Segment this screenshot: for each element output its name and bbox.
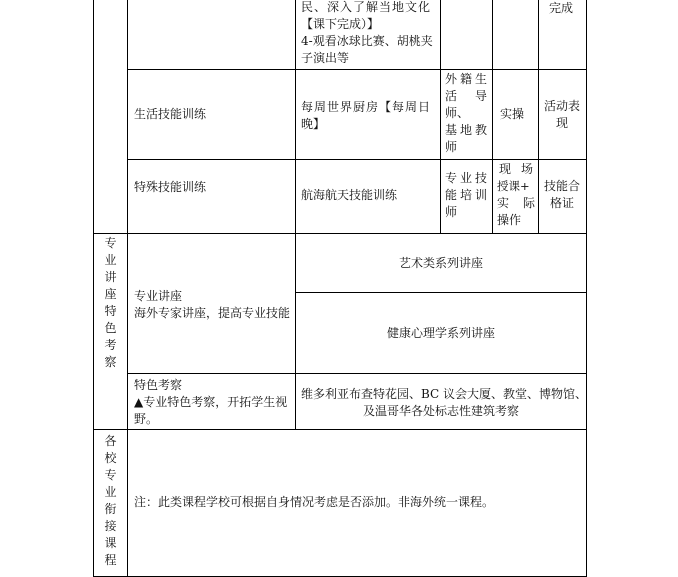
life-skills-teacher-1: 外籍生	[445, 72, 487, 86]
special-skills-teacher-1: 专业技	[445, 171, 487, 185]
grid-line	[538, 0, 539, 233]
activities-line-4: 子演出等	[301, 51, 350, 65]
grid-line	[295, 0, 296, 233]
special-skills-name: 特殊技能训练	[134, 180, 207, 194]
special-skills-assessment-1: 技能合	[544, 179, 581, 193]
life-skills-teacher-3: 师、	[445, 106, 470, 120]
grid-line	[127, 159, 587, 160]
lecture-series-health: 健康心理学系列讲座	[386, 326, 495, 340]
life-skills-teacher-5: 师	[445, 140, 458, 154]
special-skills-content: 航海航天技能训练	[301, 188, 398, 202]
section-label-char: 接	[104, 519, 117, 533]
section-label-char: 专	[104, 236, 117, 250]
grid-line	[295, 292, 587, 293]
life-skills-assessment-2: 现	[556, 116, 569, 130]
life-skills-content-2: 晚】	[301, 117, 326, 131]
section-label-char: 衔	[104, 502, 117, 516]
lectures-title: 专业讲座	[134, 289, 183, 303]
section-label-char: 座	[104, 287, 117, 301]
section-label-char: 各	[104, 434, 117, 448]
section-label-char: 程	[104, 553, 117, 567]
section-label-char: 考	[104, 338, 117, 352]
grid-line	[440, 0, 441, 233]
grid-line	[127, 373, 587, 374]
bridge-note: 注：此类课程学校可根据自身情况考虑是否添加。非海外统一课程。	[134, 495, 495, 509]
study-tour-content-1: 维多利亚布查特花园、BC 议会大厦、教堂、博物馆、	[301, 387, 588, 401]
special-skills-teacher-2: 能培训	[445, 188, 487, 202]
activities-line-2: 【课下完成）】	[301, 17, 380, 31]
special-skills-assessment-2: 格证	[550, 196, 575, 210]
life-skills-method: 实操	[500, 107, 525, 121]
special-skills-method-1: 现场	[499, 162, 533, 176]
section-label-char: 察	[104, 355, 117, 369]
section-label-char: 特	[104, 304, 117, 318]
life-skills-teacher-4: 基地教	[445, 123, 487, 137]
grid-line	[93, 233, 587, 234]
section-label-char: 色	[104, 321, 117, 335]
study-tour-content-2: 及温哥华各处标志性建筑考察	[362, 404, 519, 418]
grid-line	[127, 69, 587, 70]
lectures-description: 海外专家讲座，提高专业技能	[134, 306, 291, 320]
section-label-char: 专	[104, 468, 117, 482]
activities-line-1: 民、深入了解当地文化	[301, 0, 432, 14]
grid-line	[127, 0, 128, 577]
life-skills-assessment-1: 活动表	[544, 99, 581, 113]
grid-line	[586, 0, 587, 577]
special-skills-method-4: 操作	[497, 213, 522, 227]
study-tour-description-2: 野。	[134, 412, 159, 426]
study-tour-description-1: ▲专业特色考察，开拓学生视	[134, 395, 288, 409]
special-skills-method-3: 实际	[497, 196, 535, 210]
grid-line	[492, 0, 493, 233]
activities-assessment: 完成	[549, 1, 574, 15]
section-label-char: 课	[104, 536, 117, 550]
life-skills-name: 生活技能训练	[134, 107, 207, 121]
study-tour-title: 特色考察	[134, 378, 183, 392]
life-skills-content-1: 每周世界厨房【每周日	[301, 100, 432, 114]
special-skills-method-2: 授课+	[497, 179, 530, 193]
activities-line-3: 4-观看冰球比赛、胡桃夹	[301, 34, 433, 48]
life-skills-teacher-2: 活导	[445, 89, 487, 103]
lecture-series-arts: 艺术类系列讲座	[398, 256, 483, 270]
section-label-char: 校	[104, 451, 117, 465]
grid-line	[93, 429, 587, 430]
section-label-char: 讲	[104, 270, 117, 284]
section-label-char: 业	[104, 485, 117, 499]
section-label-char: 业	[104, 253, 117, 267]
special-skills-teacher-3: 师	[445, 205, 458, 219]
